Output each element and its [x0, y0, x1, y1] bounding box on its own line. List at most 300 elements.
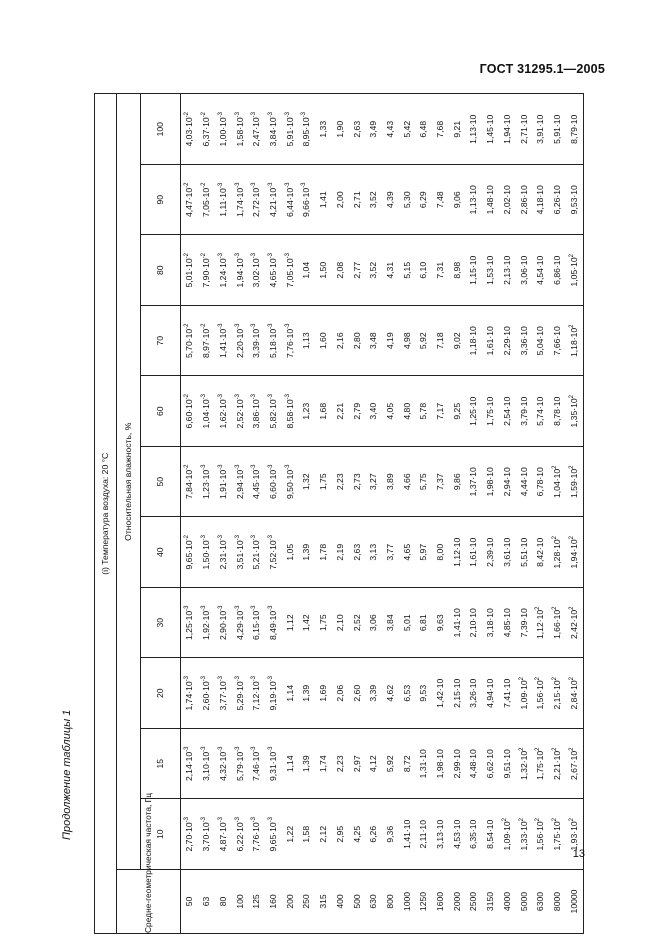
attenuation-value-cell: 1,15·10: [465, 235, 482, 306]
attenuation-value-cell: 3,79·10: [516, 376, 533, 447]
attenuation-value-cell: $6,15\cdot 10^{-3}$: [248, 588, 265, 659]
table-row: [265, 94, 282, 934]
attenuation-value-cell: 1,05: [282, 517, 299, 588]
attenuation-value-cell: 5,92: [415, 306, 432, 377]
attenuation-value-cell: 1,41: [315, 165, 332, 236]
attenuation-value-cell: $1,35\cdot 10^2$: [566, 376, 584, 447]
attenuation-value-cell: $1,05\cdot 10^2$: [566, 235, 584, 306]
attenuation-value-cell: 7,17: [432, 376, 449, 447]
attenuation-value-cell: 1,42: [298, 588, 315, 659]
attenuation-value-cell: 2,11·10: [415, 799, 432, 870]
attenuation-value-cell: 1,14: [282, 658, 299, 729]
attenuation-value-cell: 4,54·10: [532, 235, 549, 306]
exponent: -3: [184, 817, 191, 823]
attenuation-value-cell: $7,90\cdot 10^{-2}$: [198, 235, 215, 306]
attenuation-value-cell: 6,78·10: [532, 447, 549, 518]
exponent: -3: [234, 817, 241, 823]
attenuation-value-cell: 8,79·10: [566, 94, 584, 165]
attenuation-value-cell: 1,23: [298, 376, 315, 447]
table-row: [399, 94, 416, 934]
attenuation-value-cell: 3,49: [365, 94, 382, 165]
attenuation-value-cell: $7,52\cdot 10^{-3}$: [265, 517, 282, 588]
attenuation-value-cell: $9,65\cdot 10^{-3}$: [265, 799, 282, 870]
table-row: [566, 94, 584, 934]
attenuation-value-cell: 4,18·10: [532, 165, 549, 236]
exponent: 2: [569, 747, 576, 751]
frequency-cell: 5000: [516, 870, 533, 934]
attenuation-value-cell: 1,98·10: [482, 447, 499, 518]
attenuation-value-cell: 4,48·10: [465, 729, 482, 800]
exponent: -3: [251, 605, 258, 611]
attenuation-value-cell: 5,42: [399, 94, 416, 165]
attenuation-value-cell: 1,41·10: [399, 799, 416, 870]
attenuation-value-cell: $7,76\cdot 10^{-3}$: [282, 306, 299, 377]
exponent: 2: [535, 818, 542, 822]
attenuation-value-cell: 1,45·10: [482, 94, 499, 165]
exponent: -3: [217, 464, 224, 470]
humidity-group-header: Относительная влажность, %: [117, 94, 141, 870]
attenuation-value-cell: $3,84\cdot 10^{-3}$: [265, 94, 282, 165]
exponent: -3: [268, 323, 275, 329]
attenuation-value-cell: 4,31: [382, 235, 399, 306]
attenuation-value-cell: 2,12: [315, 799, 332, 870]
exponent: -3: [184, 605, 191, 611]
exponent: 2: [518, 677, 525, 681]
attenuation-value-cell: 7,31: [432, 235, 449, 306]
attenuation-value-cell: $4,65\cdot 10^{-3}$: [265, 235, 282, 306]
attenuation-value-cell: 6,62·10: [482, 729, 499, 800]
attenuation-value-cell: 3,06: [365, 588, 382, 659]
attenuation-value-cell: 8,78·10: [549, 376, 566, 447]
attenuation-value-cell: $1,41\cdot 10^{-3}$: [215, 306, 232, 377]
attenuation-value-cell: 2,29·10: [499, 306, 516, 377]
table-row: [332, 94, 349, 934]
exponent: -3: [268, 182, 275, 188]
exponent: -3: [217, 746, 224, 752]
frequency-cell: 160: [265, 870, 282, 934]
attenuation-value-cell: $7,76\cdot 10^{-3}$: [248, 799, 265, 870]
attenuation-value-cell: $4,29\cdot 10^{-3}$: [232, 588, 249, 659]
frequency-cell: 6300: [532, 870, 549, 934]
attenuation-value-cell: $1,23\cdot 10^{-3}$: [198, 447, 215, 518]
attenuation-value-cell: $6,22\cdot 10^{-3}$: [232, 799, 249, 870]
exponent: -2: [184, 535, 191, 541]
attenuation-value-cell: $2,94\cdot 10^{-3}$: [232, 447, 249, 518]
attenuation-value-cell: $1,24\cdot 10^{-3}$: [215, 235, 232, 306]
humidity-column-header: 20: [141, 658, 181, 729]
attenuation-value-cell: $1,66\cdot 10^2$: [549, 588, 566, 659]
attenuation-value-cell: $5,01\cdot 10^{-2}$: [181, 235, 199, 306]
exponent: -3: [217, 535, 224, 541]
attenuation-value-cell: $8,58\cdot 10^{-3}$: [282, 376, 299, 447]
exponent: -3: [201, 817, 208, 823]
exponent: -3: [234, 535, 241, 541]
exponent: -3: [217, 323, 224, 329]
attenuation-value-cell: $1,04\cdot 10^2$: [549, 447, 566, 518]
attenuation-value-cell: $2,31\cdot 10^{-3}$: [215, 517, 232, 588]
attenuation-value-cell: 2,21: [332, 376, 349, 447]
humidity-column-header: 10: [141, 799, 181, 870]
exponent: -2: [184, 323, 191, 329]
attenuation-value-cell: 5,97: [415, 517, 432, 588]
attenuation-value-cell: 5,78: [415, 376, 432, 447]
humidity-column-header: 15: [141, 729, 181, 800]
attenuation-value-cell: 1,94·10: [499, 94, 516, 165]
frequency-cell: 1250: [415, 870, 432, 934]
attenuation-value-cell: 2,79: [349, 376, 366, 447]
table-row: [532, 94, 549, 934]
attenuation-value-cell: 7,68: [432, 94, 449, 165]
attenuation-value-cell: 1,75: [315, 447, 332, 518]
exponent: 2: [569, 536, 576, 540]
attenuation-value-cell: 3,13·10: [432, 799, 449, 870]
attenuation-value-cell: $2,72\cdot 10^{-3}$: [248, 165, 265, 236]
attenuation-value-cell: 7,18: [432, 306, 449, 377]
attenuation-value-cell: 7,66·10: [549, 306, 566, 377]
attenuation-value-cell: $1,94\cdot 10^{-3}$: [232, 235, 249, 306]
attenuation-value-cell: 1,31·10: [415, 729, 432, 800]
exponent: -3: [234, 746, 241, 752]
exponent: -3: [217, 817, 224, 823]
exponent: -3: [217, 394, 224, 400]
attenuation-value-cell: 2,13·10: [499, 235, 516, 306]
frequency-cell: 1600: [432, 870, 449, 934]
attenuation-value-cell: 6,86·10: [549, 235, 566, 306]
attenuation-value-cell: 1,75: [315, 588, 332, 659]
attenuation-value-cell: $2,47\cdot 10^{-3}$: [248, 94, 265, 165]
attenuation-value-cell: 4,66: [399, 447, 416, 518]
attenuation-value-cell: $8,49\cdot 10^{-3}$: [265, 588, 282, 659]
exponent: -3: [251, 323, 258, 329]
attenuation-value-cell: $4,32\cdot 10^{-3}$: [215, 729, 232, 800]
frequency-cell: 80: [215, 870, 232, 934]
attenuation-value-cell: $5,18\cdot 10^{-3}$: [265, 306, 282, 377]
humidity-column-header: 30: [141, 588, 181, 659]
exponent: -3: [201, 746, 208, 752]
attenuation-value-cell: $2,90\cdot 10^{-3}$: [215, 588, 232, 659]
attenuation-value-cell: $9,66\cdot 10^{-3}$: [298, 165, 315, 236]
attenuation-value-cell: 2,02·10: [499, 165, 516, 236]
exponent: -2: [184, 394, 191, 400]
attenuation-value-cell: $1,74\cdot 10^{-3}$: [232, 165, 249, 236]
table-row: [315, 94, 332, 934]
exponent: -3: [234, 605, 241, 611]
exponent: -3: [251, 817, 258, 823]
attenuation-value-cell: 1,41·10: [449, 588, 466, 659]
attenuation-value-cell: $1,59\cdot 10^2$: [566, 447, 584, 518]
exponent: -2: [184, 112, 191, 118]
table-row: [282, 94, 299, 934]
attenuation-value-cell: $2,52\cdot 10^{-3}$: [232, 376, 249, 447]
exponent: -3: [217, 182, 224, 189]
attenuation-value-cell: $2,42\cdot 10^2$: [566, 588, 584, 659]
attenuation-value-cell: 3,89: [382, 447, 399, 518]
attenuation-value-cell: 1,68: [315, 376, 332, 447]
frequency-cell: 4000: [499, 870, 516, 934]
exponent: -3: [234, 112, 241, 118]
frequency-cell: 3150: [482, 870, 499, 934]
attenuation-value-cell: 3,06·10: [516, 235, 533, 306]
exponent: -3: [268, 112, 275, 118]
attenuation-value-cell: $9,50\cdot 10^{-3}$: [282, 447, 299, 518]
attenuation-value-cell: $1,56\cdot 10^2$: [532, 658, 549, 729]
exponent: -3: [268, 746, 275, 752]
attenuation-value-cell: $2,70\cdot 10^{-3}$: [181, 799, 199, 870]
attenuation-value-cell: 2,60: [349, 658, 366, 729]
attenuation-value-cell: 2,15·10: [449, 658, 466, 729]
attenuation-value-cell: 2,06: [332, 658, 349, 729]
attenuation-value-cell: $1,92\cdot 10^{-3}$: [198, 588, 215, 659]
attenuation-value-cell: 2,63: [349, 94, 366, 165]
attenuation-value-cell: $1,18\cdot 10^2$: [566, 306, 584, 377]
attenuation-value-cell: 7,41·10: [499, 658, 516, 729]
exponent: 2: [535, 747, 542, 751]
exponent: 2: [551, 465, 558, 469]
exponent: -3: [284, 323, 291, 329]
table-row: [248, 94, 265, 934]
attenuation-value-cell: 6,26·10: [549, 165, 566, 236]
attenuation-value-cell: 1,37·10: [465, 447, 482, 518]
frequency-cell: 200: [282, 870, 299, 934]
exponent: -3: [234, 182, 241, 188]
attenuation-value-cell: 2,71·10: [516, 94, 533, 165]
table-title: (i) Температура воздуха: 20 °С: [95, 94, 117, 934]
exponent: -3: [201, 676, 208, 682]
attenuation-value-cell: $1,75\cdot 10^2$: [532, 729, 549, 800]
attenuation-value-cell: 2,00: [332, 165, 349, 236]
frequency-cell: 400: [332, 870, 349, 934]
humidity-column-header: 80: [141, 235, 181, 306]
attenuation-value-cell: $9,65\cdot 10^{-2}$: [181, 517, 199, 588]
table-row: [365, 94, 382, 934]
attenuation-value-cell: 3,91·10: [532, 94, 549, 165]
table-row: [482, 94, 499, 934]
exponent: -3: [184, 676, 191, 682]
exponent: -3: [251, 253, 258, 259]
exponent: -3: [217, 676, 224, 682]
attenuation-value-cell: 6,81: [415, 588, 432, 659]
attenuation-value-cell: $4,87\cdot 10^{-3}$: [215, 799, 232, 870]
attenuation-value-cell: 6,48: [415, 94, 432, 165]
attenuation-value-cell: $5,79\cdot 10^{-3}$: [232, 729, 249, 800]
attenuation-value-cell: $9,31\cdot 10^{-3}$: [265, 729, 282, 800]
attenuation-value-cell: 5,51·10: [516, 517, 533, 588]
exponent: -3: [284, 182, 291, 188]
exponent: -2: [184, 182, 191, 188]
table-row: [232, 94, 249, 934]
attenuation-value-cell: $6,60\cdot 10^{-2}$: [181, 376, 199, 447]
attenuation-value-cell: $3,39\cdot 10^{-3}$: [248, 306, 265, 377]
attenuation-value-cell: 1,12: [282, 588, 299, 659]
attenuation-value-cell: 2,86·10: [516, 165, 533, 236]
table-row: [298, 94, 315, 934]
attenuation-value-cell: $3,77\cdot 10^{-3}$: [215, 658, 232, 729]
attenuation-value-cell: 9,36: [382, 799, 399, 870]
frequency-cell: 125: [248, 870, 265, 934]
exponent: -3: [301, 182, 308, 188]
attenuation-value-cell: $7,12\cdot 10^{-3}$: [248, 658, 265, 729]
attenuation-value-cell: $1,56\cdot 10^2$: [532, 799, 549, 870]
attenuation-table: [94, 93, 584, 934]
attenuation-value-cell: $7,46\cdot 10^{-3}$: [248, 729, 265, 800]
attenuation-value-cell: $1,93\cdot 10^2$: [566, 799, 584, 870]
exponent: -3: [268, 535, 275, 541]
frequency-cell: 2500: [465, 870, 482, 934]
attenuation-value-cell: 6,29: [415, 165, 432, 236]
attenuation-value-cell: 9,53: [415, 658, 432, 729]
attenuation-value-cell: 1,75·10: [482, 376, 499, 447]
frequency-cell: 1000: [399, 870, 416, 934]
attenuation-value-cell: 1,58: [298, 799, 315, 870]
attenuation-value-cell: 4,85·10: [499, 588, 516, 659]
attenuation-value-cell: 9,21: [449, 94, 466, 165]
attenuation-value-cell: $1,32\cdot 10^2$: [516, 729, 533, 800]
attenuation-value-cell: $9,19\cdot 10^{-3}$: [265, 658, 282, 729]
attenuation-value-cell: 1,32: [298, 447, 315, 518]
attenuation-value-cell: 2,23: [332, 447, 349, 518]
exponent: 2: [535, 606, 542, 610]
attenuation-value-cell: $5,82\cdot 10^{-3}$: [265, 376, 282, 447]
attenuation-value-cell: 1,69: [315, 658, 332, 729]
exponent: -3: [268, 817, 275, 823]
attenuation-value-cell: 1,48·10: [482, 165, 499, 236]
table-row: [349, 94, 366, 934]
exponent: -3: [217, 605, 224, 611]
exponent: -3: [234, 394, 241, 400]
attenuation-value-cell: 2,08: [332, 235, 349, 306]
attenuation-value-cell: 1,12·10: [449, 517, 466, 588]
attenuation-value-cell: 3,26·10: [465, 658, 482, 729]
attenuation-value-cell: 9,25: [449, 376, 466, 447]
attenuation-value-cell: $6,37\cdot 10^{-2}$: [198, 94, 215, 165]
attenuation-value-cell: 6,53: [399, 658, 416, 729]
humidity-column-header: 40: [141, 517, 181, 588]
attenuation-value-cell: $1,94\cdot 10^2$: [566, 517, 584, 588]
exponent: -3: [201, 535, 208, 541]
document-code: ГОСТ 31295.1—2005: [479, 62, 605, 76]
attenuation-value-cell: $5,91\cdot 10^{-3}$: [282, 94, 299, 165]
attenuation-value-cell: 1,39: [298, 658, 315, 729]
attenuation-value-cell: $7,05\cdot 10^{-3}$: [282, 235, 299, 306]
exponent: -3: [284, 394, 291, 400]
table-row: [449, 94, 466, 934]
exponent: 2: [569, 818, 576, 822]
attenuation-value-cell: $4,21\cdot 10^{-3}$: [265, 165, 282, 236]
attenuation-value-cell: 2,77: [349, 235, 366, 306]
frequency-cell: 50: [181, 870, 199, 934]
attenuation-value-cell: 5,01: [399, 588, 416, 659]
attenuation-value-cell: $1,04\cdot 10^{-3}$: [198, 376, 215, 447]
attenuation-value-cell: $1,09\cdot 10^2$: [499, 799, 516, 870]
attenuation-value-cell: 2,80: [349, 306, 366, 377]
attenuation-value-cell: $1,91\cdot 10^{-3}$: [215, 447, 232, 518]
table-row: [181, 94, 199, 934]
exponent: -2: [201, 112, 208, 118]
exponent: -3: [234, 464, 241, 470]
table-row: [549, 94, 566, 934]
attenuation-value-cell: 4,25: [349, 799, 366, 870]
exponent: -3: [301, 112, 308, 118]
exponent: -3: [284, 112, 291, 118]
exponent: -2: [184, 464, 191, 470]
frequency-cell: 10000: [566, 870, 584, 934]
attenuation-value-cell: 3,77: [382, 517, 399, 588]
attenuation-value-cell: 4,43: [382, 94, 399, 165]
attenuation-value-cell: $7,84\cdot 10^{-2}$: [181, 447, 199, 518]
exponent: -3: [234, 253, 241, 259]
exponent: -3: [268, 464, 275, 470]
attenuation-value-cell: 1,98·10: [432, 729, 449, 800]
exponent: -3: [184, 746, 191, 752]
attenuation-value-cell: 3,27: [365, 447, 382, 518]
attenuation-value-cell: 1,33: [315, 94, 332, 165]
exponent: -3: [251, 182, 258, 188]
table-row: [382, 94, 399, 934]
exponent: 2: [569, 395, 576, 399]
attenuation-value-cell: 1,13·10: [465, 165, 482, 236]
attenuation-value-cell: 9,51·10: [499, 729, 516, 800]
exponent: -2: [201, 182, 208, 188]
attenuation-value-cell: $4,47\cdot 10^{-2}$: [181, 165, 199, 236]
attenuation-value-cell: 5,30: [399, 165, 416, 236]
attenuation-value-cell: $1,74\cdot 10^{-3}$: [181, 658, 199, 729]
attenuation-value-cell: 9,63: [432, 588, 449, 659]
exponent: -3: [234, 323, 241, 329]
attenuation-value-cell: 6,26: [365, 799, 382, 870]
attenuation-value-cell: 2,10·10: [465, 588, 482, 659]
attenuation-value-cell: $8,97\cdot 10^{-2}$: [198, 306, 215, 377]
table-row: [499, 94, 516, 934]
table-rotated-wrapper: [94, 94, 584, 934]
attenuation-value-cell: 7,37: [432, 447, 449, 518]
exponent: -3: [217, 253, 224, 259]
frequency-cell: 630: [365, 870, 382, 934]
attenuation-value-cell: 5,74·10: [532, 376, 549, 447]
attenuation-value-cell: 1,61·10: [465, 517, 482, 588]
attenuation-value-cell: 4,94·10: [482, 658, 499, 729]
frequency-cell: 500: [349, 870, 366, 934]
exponent: -3: [201, 605, 208, 611]
attenuation-value-cell: $5,29\cdot 10^{-3}$: [232, 658, 249, 729]
exponent: 2: [551, 606, 558, 610]
exponent: -3: [268, 253, 275, 259]
attenuation-value-cell: 3,13: [365, 517, 382, 588]
exponent: 2: [501, 818, 508, 822]
frequency-cell: 100: [232, 870, 249, 934]
attenuation-value-cell: 1,39: [298, 517, 315, 588]
exponent: -3: [251, 746, 258, 752]
attenuation-value-cell: 1,60: [315, 306, 332, 377]
exponent: -3: [268, 676, 275, 682]
attenuation-value-cell: 9,53·10: [566, 165, 584, 236]
attenuation-value-cell: $2,20\cdot 10^{-3}$: [232, 306, 249, 377]
attenuation-value-cell: $1,75\cdot 10^2$: [549, 799, 566, 870]
attenuation-value-cell: $1,58\cdot 10^{-3}$: [232, 94, 249, 165]
exponent: 2: [551, 818, 558, 822]
attenuation-value-cell: 1,22: [282, 799, 299, 870]
table-row: [415, 94, 432, 934]
attenuation-value-cell: 2,16: [332, 306, 349, 377]
attenuation-value-cell: $2,67\cdot 10^2$: [566, 729, 584, 800]
table-caption: Продолжение таблицы 1: [61, 709, 73, 840]
exponent: 2: [569, 677, 576, 681]
exponent: -3: [251, 464, 258, 470]
attenuation-value-cell: $6,60\cdot 10^{-3}$: [265, 447, 282, 518]
attenuation-value-cell: 8,98: [449, 235, 466, 306]
attenuation-value-cell: $7,05\cdot 10^{-2}$: [198, 165, 215, 236]
exponent: 2: [569, 606, 576, 610]
attenuation-value-cell: 9,86: [449, 447, 466, 518]
